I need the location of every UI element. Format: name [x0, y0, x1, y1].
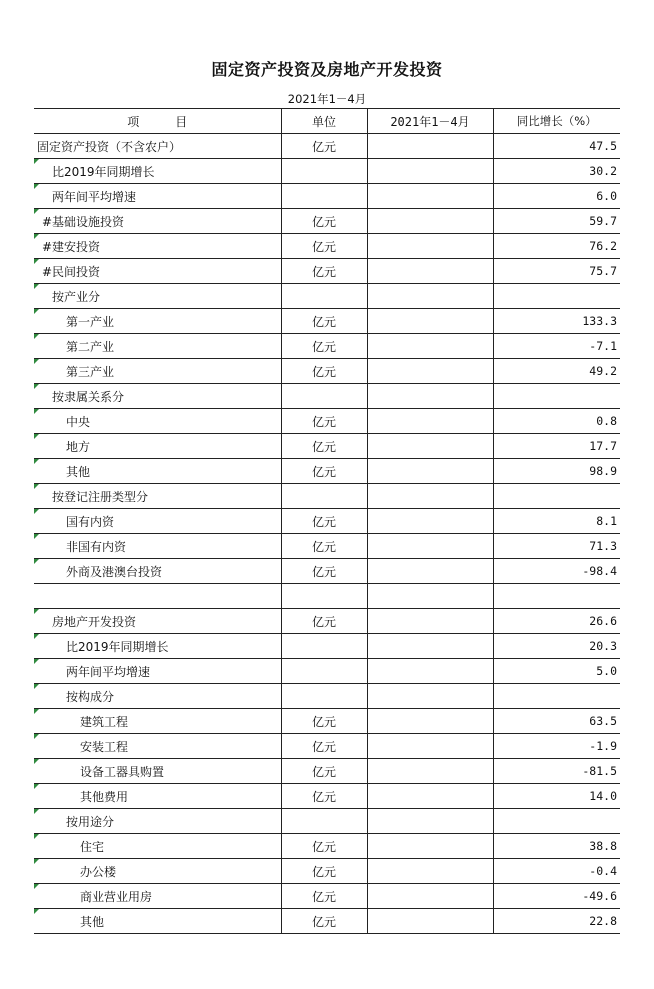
cell-marker-icon [34, 859, 39, 864]
table-row [34, 884, 620, 909]
cell-marker-icon [34, 684, 39, 689]
cell-marker-icon [34, 759, 39, 764]
row-unit: 亿元 [281, 709, 367, 734]
table-row [34, 709, 620, 734]
row-item-label [34, 234, 281, 259]
table-row [34, 334, 620, 359]
row-item-label [34, 684, 281, 709]
row-item-text: 房地产开发投资 [52, 614, 137, 629]
header-row [34, 109, 620, 134]
row-unit [281, 384, 367, 409]
cell-marker-icon [34, 784, 39, 789]
row-item-label [34, 259, 281, 284]
row-unit: 亿元 [281, 834, 367, 859]
row-period-value [367, 809, 493, 834]
row-item-label [34, 709, 281, 734]
row-item-text: 国有内资 [66, 514, 115, 529]
row-unit: 亿元 [281, 409, 367, 434]
row-item-label [34, 834, 281, 859]
row-period-value [367, 609, 493, 634]
cell-marker-icon [34, 434, 39, 439]
row-growth-value: -0.4 [493, 859, 620, 884]
row-item-text: 按构成分 [66, 689, 115, 704]
table-row [34, 284, 620, 309]
cell-marker-icon [34, 359, 39, 364]
table-row [34, 634, 620, 659]
row-growth-value: 47.5 [493, 134, 620, 159]
row-unit: 亿元 [281, 534, 367, 559]
row-unit: 亿元 [281, 734, 367, 759]
row-unit [281, 284, 367, 309]
row-period-value [367, 784, 493, 809]
row-item-text: 固定资产投资（不含农户） [37, 139, 182, 154]
row-unit [281, 484, 367, 509]
row-item-text: 第三产业 [66, 364, 115, 379]
row-period-value [367, 834, 493, 859]
row-period-value [367, 159, 493, 184]
row-item-text: 比2019年同期增长 [52, 164, 155, 179]
table-row [34, 834, 620, 859]
row-item-label [34, 409, 281, 434]
row-growth-value [493, 484, 620, 509]
row-growth-value: 6.0 [493, 184, 620, 209]
row-item-label [34, 909, 281, 934]
row-unit: 亿元 [281, 909, 367, 934]
cell-marker-icon [34, 609, 39, 614]
row-growth-value [493, 384, 620, 409]
cell-marker-icon [34, 234, 39, 239]
row-growth-value: 5.0 [493, 659, 620, 684]
row-unit [281, 659, 367, 684]
row-unit [281, 159, 367, 184]
row-item-text: 其他 [66, 464, 91, 479]
row-period-value [367, 309, 493, 334]
table-row [34, 234, 620, 259]
page-title: 固定资产投资及房地产开发投资 [211, 60, 443, 79]
header-item: 项 目 [34, 109, 281, 134]
cell-marker-icon [34, 659, 39, 664]
row-item-text: 两年间平均增速 [66, 664, 151, 679]
row-item-text: 比2019年同期增长 [66, 639, 169, 654]
row-growth-value: 22.8 [493, 909, 620, 934]
row-item-text: 按用途分 [66, 814, 115, 829]
cell-marker-icon [34, 634, 39, 639]
row-growth-value: 26.6 [493, 609, 620, 634]
row-period-value [367, 659, 493, 684]
row-item-text: #基础设施投资 [42, 214, 125, 229]
row-growth-value: -1.9 [493, 734, 620, 759]
row-item-label [34, 759, 281, 784]
row-period-value [367, 559, 493, 584]
row-period-value [367, 734, 493, 759]
row-item-label [34, 334, 281, 359]
row-period-value [367, 409, 493, 434]
table-row [34, 309, 620, 334]
row-item-label [34, 134, 281, 159]
row-unit: 亿元 [281, 309, 367, 334]
row-item-label [34, 734, 281, 759]
table-row [34, 209, 620, 234]
row-unit: 亿元 [281, 234, 367, 259]
row-growth-value: 30.2 [493, 159, 620, 184]
row-item-label [34, 584, 281, 609]
row-growth-value: 49.2 [493, 359, 620, 384]
cell-marker-icon [34, 459, 39, 464]
cell-marker-icon [34, 409, 39, 414]
table-row [34, 534, 620, 559]
header-period: 2021年1－4月 [367, 109, 493, 134]
row-unit: 亿元 [281, 434, 367, 459]
row-item-text: 第一产业 [66, 314, 115, 329]
row-item-text: 外商及港澳台投资 [66, 564, 163, 579]
row-unit: 亿元 [281, 359, 367, 384]
cell-marker-icon [34, 209, 39, 214]
row-item-label [34, 534, 281, 559]
row-growth-value: 17.7 [493, 434, 620, 459]
cell-marker-icon [34, 559, 39, 564]
row-unit: 亿元 [281, 259, 367, 284]
cell-marker-icon [34, 334, 39, 339]
row-growth-value: 75.7 [493, 259, 620, 284]
cell-marker-icon [34, 909, 39, 914]
row-growth-value: 20.3 [493, 634, 620, 659]
row-growth-value [493, 284, 620, 309]
row-period-value [367, 884, 493, 909]
row-item-text: 非国有内资 [66, 539, 127, 554]
row-item-text: 按产业分 [52, 289, 101, 304]
cell-marker-icon [34, 509, 39, 514]
row-item-text: 两年间平均增速 [52, 189, 137, 204]
row-unit [281, 584, 367, 609]
row-item-label [34, 434, 281, 459]
row-unit: 亿元 [281, 759, 367, 784]
table-row [34, 509, 620, 534]
row-period-value [367, 134, 493, 159]
row-unit: 亿元 [281, 509, 367, 534]
cell-marker-icon [34, 809, 39, 814]
cell-marker-icon [34, 484, 39, 489]
table-row [34, 434, 620, 459]
cell-marker-icon [34, 309, 39, 314]
row-item-text: #建安投资 [42, 239, 101, 254]
table-row [34, 184, 620, 209]
row-growth-value: 76.2 [493, 234, 620, 259]
row-period-value [367, 259, 493, 284]
cell-marker-icon [34, 709, 39, 714]
row-growth-value: 38.8 [493, 834, 620, 859]
row-period-value [367, 584, 493, 609]
row-period-value [367, 434, 493, 459]
row-period-value [367, 534, 493, 559]
row-item-label [34, 784, 281, 809]
row-unit: 亿元 [281, 884, 367, 909]
row-unit [281, 184, 367, 209]
row-item-label [34, 359, 281, 384]
table-row [34, 659, 620, 684]
row-item-text: 按隶属关系分 [52, 389, 125, 404]
row-item-text: 地方 [66, 439, 91, 454]
table-row [34, 134, 620, 159]
statistics-table [34, 108, 620, 934]
row-growth-value: 98.9 [493, 459, 620, 484]
cell-marker-icon [34, 284, 39, 289]
row-item-text: 设备工器具购置 [80, 764, 165, 779]
row-item-text: #民间投资 [42, 264, 101, 279]
row-item-text: 住宅 [80, 839, 105, 854]
row-growth-value: -98.4 [493, 559, 620, 584]
row-unit: 亿元 [281, 859, 367, 884]
row-unit: 亿元 [281, 459, 367, 484]
row-growth-value: 71.3 [493, 534, 620, 559]
row-period-value [367, 759, 493, 784]
cell-marker-icon [34, 834, 39, 839]
row-item-label [34, 384, 281, 409]
row-growth-value: -49.6 [493, 884, 620, 909]
cell-marker-icon [34, 184, 39, 189]
row-item-label [34, 659, 281, 684]
row-item-text: 中央 [66, 414, 91, 429]
table-row [34, 459, 620, 484]
row-item-text: 商业营业用房 [80, 889, 153, 904]
cell-marker-icon [34, 884, 39, 889]
row-period-value [367, 459, 493, 484]
row-item-label [34, 809, 281, 834]
row-unit: 亿元 [281, 334, 367, 359]
cell-marker-icon [34, 159, 39, 164]
table-row [34, 259, 620, 284]
cell-marker-icon [34, 734, 39, 739]
row-item-text: 第二产业 [66, 339, 115, 354]
row-unit: 亿元 [281, 784, 367, 809]
row-period-value [367, 684, 493, 709]
row-growth-value [493, 809, 620, 834]
table-row [34, 734, 620, 759]
row-item-label [34, 634, 281, 659]
table-row [34, 584, 620, 609]
period-label: 2021年1－4月 [287, 92, 367, 106]
row-growth-value: -81.5 [493, 759, 620, 784]
row-item-text: 办公楼 [80, 864, 117, 879]
table-row [34, 909, 620, 934]
row-period-value [367, 384, 493, 409]
row-unit: 亿元 [281, 609, 367, 634]
table-row [34, 559, 620, 584]
row-growth-value: -7.1 [493, 334, 620, 359]
table-row [34, 759, 620, 784]
row-item-label [34, 209, 281, 234]
row-growth-value: 63.5 [493, 709, 620, 734]
table-row [34, 409, 620, 434]
row-growth-value [493, 584, 620, 609]
table-row [34, 859, 620, 884]
row-growth-value: 8.1 [493, 509, 620, 534]
row-unit: 亿元 [281, 209, 367, 234]
row-period-value [367, 484, 493, 509]
row-growth-value: 0.8 [493, 409, 620, 434]
row-period-value [367, 234, 493, 259]
row-item-text: 建筑工程 [80, 714, 129, 729]
row-growth-value: 59.7 [493, 209, 620, 234]
row-item-label [34, 884, 281, 909]
row-item-label [34, 284, 281, 309]
table-row [34, 484, 620, 509]
row-item-text: 其他费用 [80, 789, 129, 804]
row-growth-value: 133.3 [493, 309, 620, 334]
row-item-label [34, 184, 281, 209]
table-row [34, 609, 620, 634]
row-unit [281, 809, 367, 834]
row-period-value [367, 859, 493, 884]
row-period-value [367, 184, 493, 209]
row-unit: 亿元 [281, 559, 367, 584]
row-unit [281, 634, 367, 659]
row-item-label [34, 159, 281, 184]
row-period-value [367, 634, 493, 659]
row-growth-value: 14.0 [493, 784, 620, 809]
header-unit: 单位 [281, 109, 367, 134]
header-growth: 同比增长（%） [493, 109, 620, 134]
cell-marker-icon [34, 259, 39, 264]
table-row [34, 384, 620, 409]
row-item-label [34, 509, 281, 534]
table-row [34, 684, 620, 709]
row-period-value [367, 284, 493, 309]
row-period-value [367, 209, 493, 234]
row-item-label [34, 484, 281, 509]
row-period-value [367, 709, 493, 734]
row-item-label [34, 309, 281, 334]
row-item-label [34, 609, 281, 634]
table-row [34, 784, 620, 809]
table-body [34, 109, 620, 934]
row-item-text: 按登记注册类型分 [52, 489, 149, 504]
row-item-text: 安装工程 [80, 739, 129, 754]
row-growth-value [493, 684, 620, 709]
row-period-value [367, 334, 493, 359]
row-period-value [367, 509, 493, 534]
table-row [34, 809, 620, 834]
cell-marker-icon [34, 534, 39, 539]
row-item-label [34, 459, 281, 484]
row-item-text: 其他 [80, 914, 105, 929]
row-unit [281, 684, 367, 709]
row-period-value [367, 909, 493, 934]
table-row [34, 159, 620, 184]
table-row [34, 359, 620, 384]
cell-marker-icon [34, 384, 39, 389]
row-period-value [367, 359, 493, 384]
row-item-label [34, 559, 281, 584]
row-unit: 亿元 [281, 134, 367, 159]
row-item-label [34, 859, 281, 884]
